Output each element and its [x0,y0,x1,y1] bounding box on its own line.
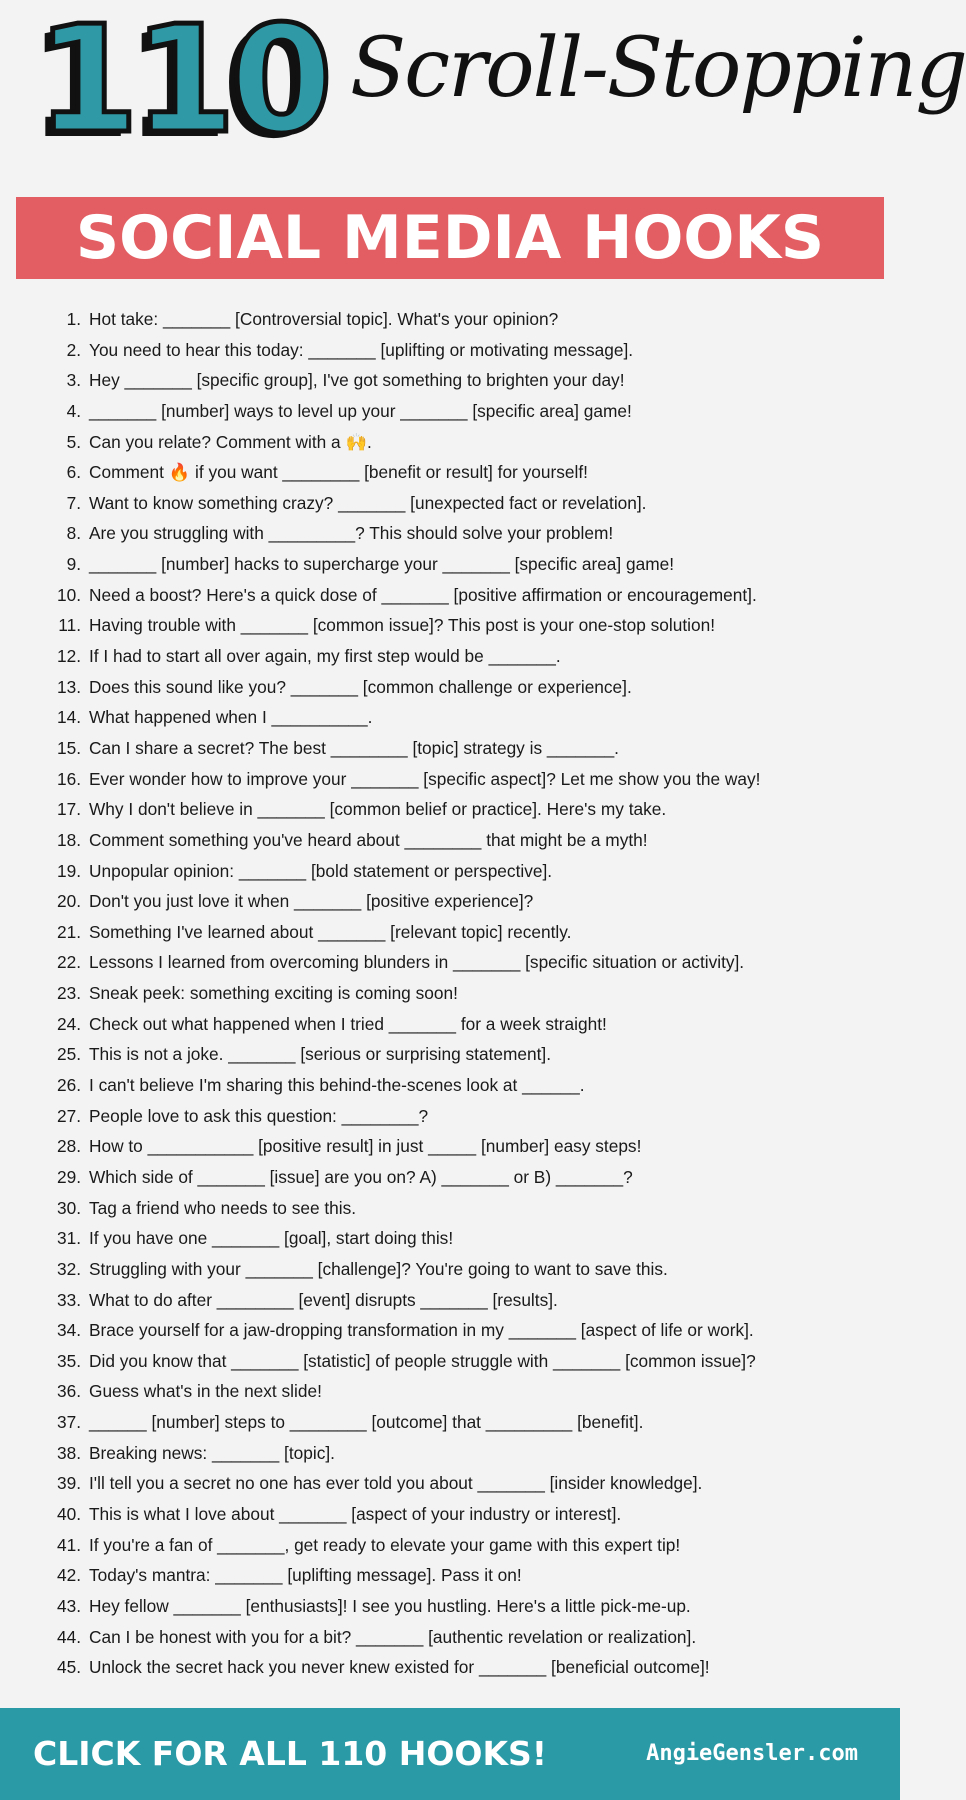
list-item [0,1101,900,1132]
list-item-number: 30. [56,1197,81,1218]
list-item-number: 23. [56,983,81,1004]
list-item-text: Breaking news: _______ [topic]. [89,1442,335,1463]
list-item-number: 11. [58,615,81,636]
list-item [0,856,900,887]
list-item-text: If you have one _______ [goal], start doing this! [89,1228,454,1249]
list-item [0,1622,900,1653]
list-item [0,1131,900,1162]
list-item-number: 35. [56,1350,81,1371]
list-item-text: People love to ask this question: ________? [89,1105,429,1126]
list-item-text: Hot take: _______ [Controversial topic]. What's your opinion? [89,309,559,329]
site-url[interactable]: AngieGensler.com [646,1741,858,1766]
list-item-number: 41. [56,1534,81,1555]
list-item-number: 5. [66,431,81,452]
list-item-number: 9. [66,554,81,575]
list-item-number: 2. [66,339,81,360]
list-item [0,518,900,549]
list-item-text: I'll tell you a secret no one has ever told you about _______ [insider knowledge]. [89,1473,703,1494]
list-item [0,427,900,458]
list-item [0,1407,900,1438]
list-item-number: 8. [66,523,81,544]
list-item [0,580,900,611]
list-item-text: Tag a friend who needs to see this. [89,1197,357,1218]
list-item-text: Brace yourself for a jaw-dropping transformation in my _______ [aspect of life or work]. [89,1320,754,1341]
list-item-number: 39. [56,1473,81,1494]
list-item [0,1162,900,1193]
list-item-text: _______ [number] hacks to supercharge your _______ [specific area] game! [89,554,675,575]
list-item-text: Comment 🔥 if you want ________ [benefit or result] for yourself! [89,462,588,483]
list-item-number: 31. [56,1228,81,1249]
list-item-text: Something I've learned about _______ [relevant topic] recently. [89,921,572,942]
hero-number: 110 [36,0,327,166]
list-item [0,1315,900,1346]
list-item-number: 19. [56,860,81,881]
header [0,0,966,290]
list-item [0,917,900,948]
list-item [0,825,900,856]
list-item [0,1376,900,1407]
list-item [0,1039,900,1070]
list-item [0,1070,900,1101]
list-item [0,1438,900,1469]
list-item-number: 22. [56,952,81,973]
list-item-number: 18. [56,829,81,850]
list-item-text: Struggling with your _______ [challenge]? You're going to want to save this. [89,1258,668,1279]
title-banner [16,197,884,279]
list-item-number: 40. [56,1503,81,1524]
list-item-text: Having trouble with _______ [common issue]? This post is your one-stop solution! [89,615,715,636]
list-item-number: 13. [56,676,81,697]
list-item [0,488,900,519]
cta-link[interactable]: CLICK FOR ALL 110 HOOKS! [33,1734,547,1773]
list-item [0,978,900,1009]
list-item-text: Check out what happened when I tried _______ for a week straight! [89,1013,607,1034]
list-item-text: Ever wonder how to improve your _______ [specific aspect]? Let me show you the way! [89,768,761,789]
list-item-number: 3. [66,370,81,391]
list-item-text: If I had to start all over again, my first step would be _______. [89,646,561,667]
list-item-number: 6. [66,462,81,483]
list-item-number: 29. [56,1166,81,1187]
list-item-text: Don't you just love it when _______ [positive experience]? [89,891,534,912]
list-item-text: How to ___________ [positive result] in just _____ [number] easy steps! [89,1136,642,1157]
list-item-text: You need to hear this today: _______ [uplifting or motivating message]. [89,339,634,360]
list-item [0,1346,900,1377]
list-item [0,702,900,733]
list-item-number: 44. [56,1626,81,1647]
list-item-text: This is not a joke. _______ [serious or surprising statement]. [89,1044,552,1065]
list-item-text: Can you relate? Comment with a 🙌. [89,431,372,452]
list-item-number: 37. [56,1412,81,1433]
list-item-text: If you're a fan of _______, get ready to elevate your game with this expert tip! [89,1534,681,1555]
list-item [0,947,900,978]
list-item-text: This is what I love about _______ [aspect of your industry or interest]. [89,1503,622,1524]
list-item-text: Guess what's in the next slide! [89,1381,322,1402]
list-item-text: Sneak peek: something exciting is coming soon! [89,983,458,1004]
footer-cta-bar[interactable] [0,1708,900,1800]
script-title: Scroll-Stopping [350,21,966,116]
list-item-text: Unpopular opinion: _______ [bold statement or perspective]. [89,860,553,881]
list-item-text: Today's mantra: _______ [uplifting message]. Pass it on! [89,1565,522,1586]
list-item-text: Are you struggling with _________? This should solve your problem! [89,523,614,544]
list-item [0,733,900,764]
list-item [0,1193,900,1224]
list-item-number: 15. [56,737,81,758]
list-item [0,794,900,825]
list-item-number: 27. [56,1105,81,1126]
list-item [0,610,900,641]
list-item [0,1652,900,1683]
list-item [0,1499,900,1530]
list-item-number: 38. [56,1442,81,1463]
list-item-text: Lessons I learned from overcoming blunders in _______ [specific situation or activity]. [89,952,745,973]
list-item-text: Want to know something crazy? _______ [unexpected fact or revelation]. [89,492,647,513]
list-item-text: ______ [number] steps to ________ [outcome] that _________ [benefit]. [89,1412,644,1433]
list-item-text: _______ [number] ways to level up your _______ [specific area] game! [89,400,632,421]
list-item-text: I can't believe I'm sharing this behind-the-scenes look at ______. [89,1075,585,1096]
list-item-text: Hey fellow _______ [enthusiasts]! I see you hustling. Here's a little pick-me-up. [89,1595,691,1616]
list-item-number: 21. [56,921,81,942]
list-item [0,1223,900,1254]
list-item-number: 45. [56,1657,81,1678]
list-item-number: 14. [56,707,81,728]
list-item-text: Did you know that _______ [statistic] of people struggle with _______ [common issue]? [89,1350,756,1371]
list-item-number: 36. [56,1381,81,1402]
list-item-number: 4. [66,400,81,421]
list-item [0,396,900,427]
list-item-text: Hey _______ [specific group], I've got something to brighten your day! [89,370,625,391]
list-item-number: 7. [66,492,81,513]
list-item-number: 17. [56,799,81,820]
list-item-text: Why I don't believe in _______ [common belief or practice]. Here's my take. [89,799,667,820]
list-item [0,1285,900,1316]
list-item [0,335,900,366]
list-item-number: 25. [56,1044,81,1065]
list-item-number: 12. [56,646,81,667]
list-item-number: 34. [56,1320,81,1341]
list-item [0,764,900,795]
list-item-number: 20. [56,891,81,912]
list-item [0,641,900,672]
hook-list [0,304,900,1683]
list-item-number: 42. [56,1565,81,1586]
list-item [0,365,900,396]
list-item-text: Can I be honest with you for a bit? _______ [authentic revelation or realization]. [89,1626,697,1647]
list-item-text: Comment something you've heard about ________ that might be a myth! [89,829,648,850]
list-item [0,457,900,488]
list-item [0,549,900,580]
list-item-text: What happened when I __________. [89,707,373,728]
list-item [0,304,900,335]
list-item-text: Need a boost? Here's a quick dose of _______ [positive affirmation or encouragement]. [89,584,757,605]
list-item-text: Unlock the secret hack you never knew existed for _______ [beneficial outcome]! [89,1657,710,1678]
list-item [0,1254,900,1285]
list-item [0,1009,900,1040]
list-item [0,1530,900,1561]
list-item-number: 32. [56,1258,81,1279]
banner-title: SOCIAL MEDIA HOOKS [75,203,825,273]
list-item-number: 10. [56,584,81,605]
list-item-number: 28. [56,1136,81,1157]
list-item [0,886,900,917]
list-item [0,1468,900,1499]
list-item [0,1591,900,1622]
list-item [0,672,900,703]
list-item-text: Which side of _______ [issue] are you on? A) _______ or B) _______? [89,1166,633,1187]
list-item-number: 33. [56,1289,81,1310]
list-item-number: 1. [66,309,81,329]
list-item-number: 16. [56,768,81,789]
list-item-text: Does this sound like you? _______ [common challenge or experience]. [89,676,632,697]
list-item-number: 26. [56,1075,81,1096]
list-item-number: 43. [56,1595,81,1616]
list-item-text: What to do after ________ [event] disrupts _______ [results]. [89,1289,558,1310]
list-item [0,1560,900,1591]
list-item-text: Can I share a secret? The best ________ [topic] strategy is _______. [89,737,619,758]
list-item-number: 24. [56,1013,81,1034]
